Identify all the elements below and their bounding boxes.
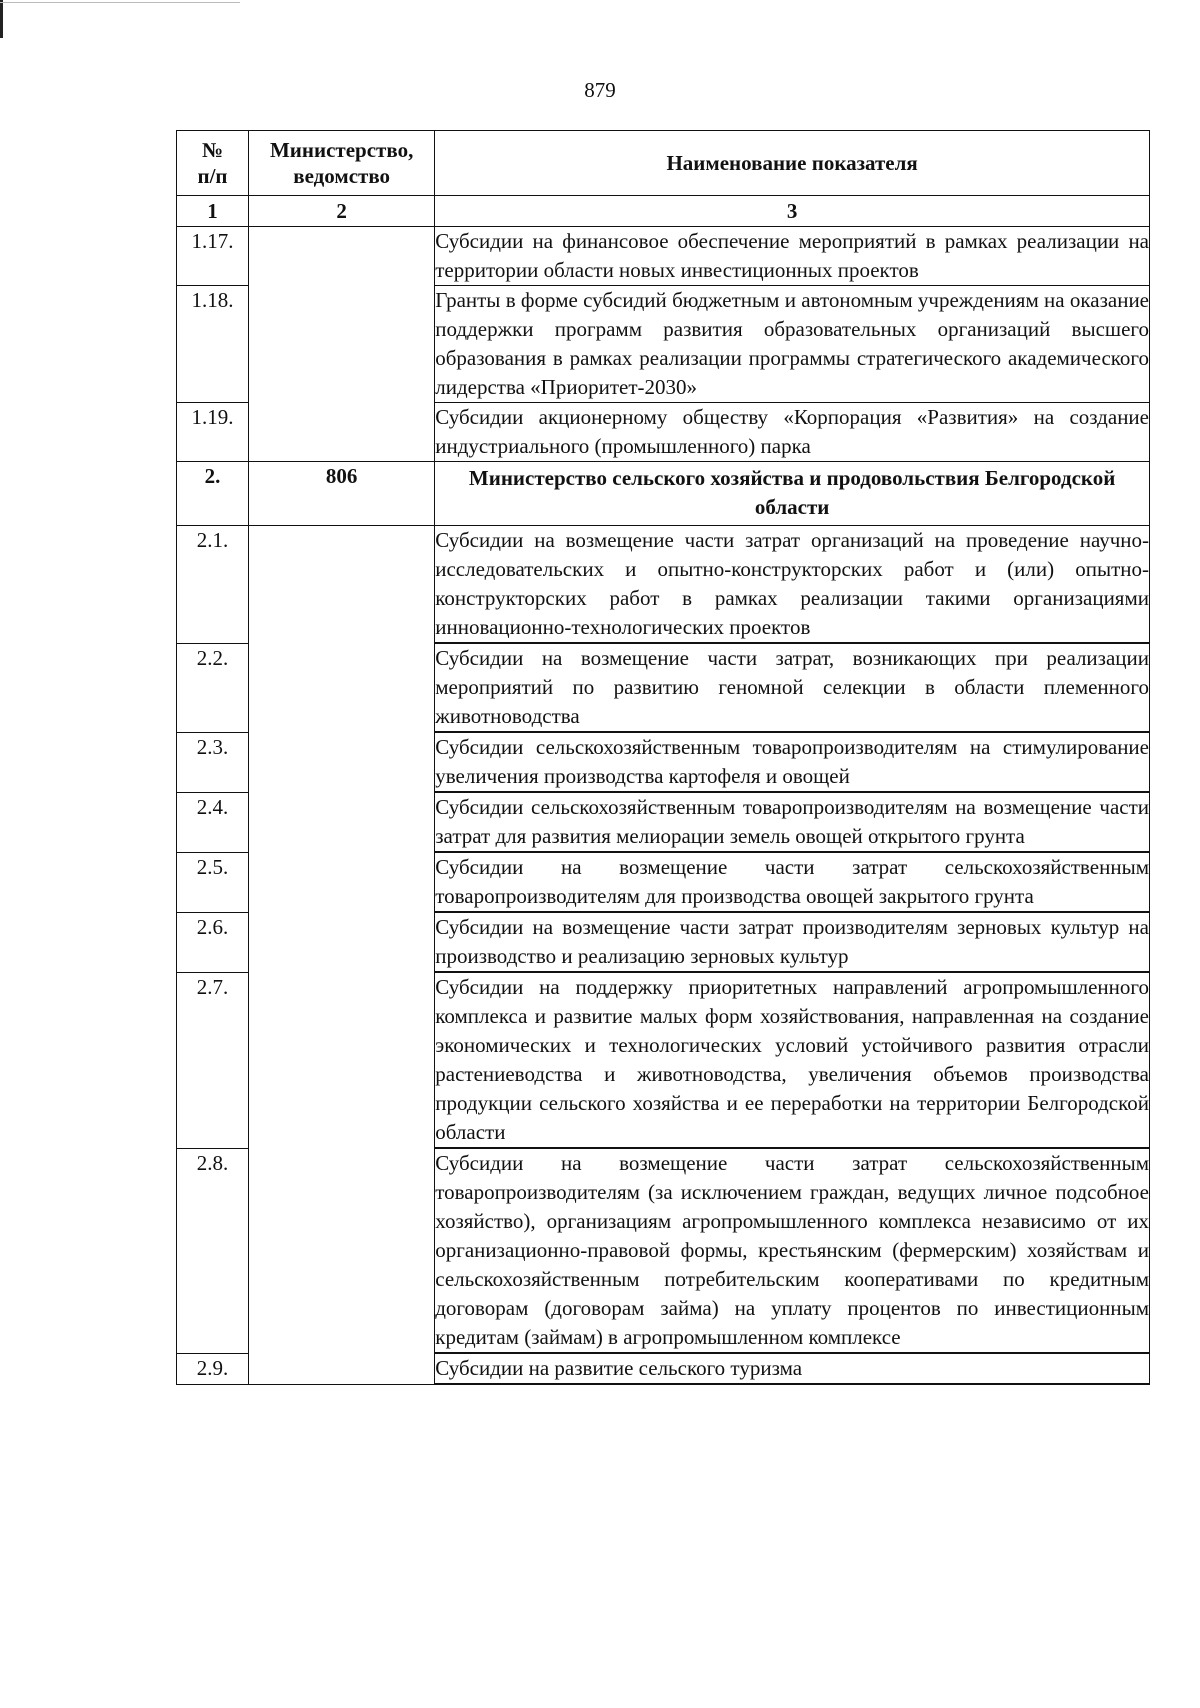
- row-indicator-text: Субсидии на возмещение части затрат производителям зерновых культур на производство и реализацию зерновых культур: [435, 912, 1150, 972]
- section-number: 2.: [177, 462, 249, 526]
- row-indicator-text: Субсидии на финансовое обеспечение мероприятий в рамках реализации на территории области новых инвестиционных проектов: [435, 227, 1150, 286]
- row-number: 2.9.: [177, 1353, 249, 1384]
- table-row: [177, 526, 1150, 644]
- section-title: Министерство сельского хозяйства и продовольствия Белгородской области: [435, 462, 1150, 526]
- column-number-2: 2: [249, 196, 435, 227]
- page-number: 879: [584, 78, 616, 102]
- column-number-3: 3: [435, 196, 1150, 227]
- row-number: 2.4.: [177, 792, 249, 852]
- section-ministry-code: 806: [249, 462, 435, 526]
- row-ministry: [249, 526, 435, 1385]
- indicators-table: [176, 130, 1150, 1385]
- row-number: 2.7.: [177, 972, 249, 1148]
- column-number-1: 1: [177, 196, 249, 227]
- row-number: 1.18.: [177, 286, 249, 403]
- scan-edge-line: [0, 2, 240, 3]
- row-number: 2.6.: [177, 912, 249, 972]
- header-ministry: Министерство, ведомство: [249, 131, 435, 196]
- table-header-row: [177, 131, 1150, 196]
- row-number: 2.2.: [177, 643, 249, 732]
- scan-edge-mark: [0, 0, 3, 38]
- row-indicator-text: Гранты в форме субсидий бюджетным и автономным учреждениям на оказание поддержки программ развития образовательных организаций высшего образования в рамках реализации программы стратегического академического лидерства «Приоритет-2030»: [435, 286, 1150, 403]
- table-row: [177, 227, 1150, 286]
- row-indicator-text: Субсидии сельскохозяйственным товаропроизводителям на возмещение части затрат для развития мелиорации земель овощей открытого грунта: [435, 792, 1150, 852]
- row-number: 2.3.: [177, 732, 249, 792]
- column-number-row: [177, 196, 1150, 227]
- row-indicator-text: Субсидии на возмещение части затрат сельскохозяйственным товаропроизводителям (за исключением граждан, ведущих личное подсобное хозяйство), организациям агропромышленного комплекса независимо от их организационно-правовой формы, крестьянским (фермерским) хозяйствам и сельскохозяйственным потребительским кооперативами по кредитным договорам (договорам займа) на уплату процентов по инвестиционным кредитам (займам) в агропромышленном комплексе: [435, 1148, 1150, 1353]
- row-indicator-text: Субсидии на развитие сельского туризма: [435, 1353, 1150, 1384]
- row-indicator-text: Субсидии на поддержку приоритетных направлений агропромышленного комплекса и развитие малых форм хозяйствования, направленная на создание экономических и технологических условий устойчивого развития отрасли растениеводства и животноводства, увеличения объемов производства продукции сельского хозяйства и ее переработки на территории Белгородской области: [435, 972, 1150, 1148]
- section-row: [177, 462, 1150, 526]
- row-number: 2.8.: [177, 1148, 249, 1353]
- row-ministry: [249, 227, 435, 462]
- row-indicator-text: Субсидии на возмещение части затрат организаций на проведение научно-исследовательских и опытно-конструкторских работ и (или) опытно-конструкторских работ в рамках реализации такими организациями инновационно-технологических проектов: [435, 526, 1150, 644]
- row-number: 2.5.: [177, 852, 249, 912]
- header-number: № п/п: [177, 131, 249, 196]
- row-number: 2.1.: [177, 526, 249, 644]
- row-number: 1.19.: [177, 403, 249, 462]
- header-indicator-name: Наименование показателя: [435, 131, 1150, 196]
- row-indicator-text: Субсидии на возмещение части затрат, возникающих при реализации мероприятий по развитию геномной селекции в области племенного животноводства: [435, 643, 1150, 732]
- row-indicator-text: Субсидии акционерному обществу «Корпорация «Развития» на создание индустриального (промышленного) парка: [435, 403, 1150, 462]
- row-indicator-text: Субсидии на возмещение части затрат сельскохозяйственным товаропроизводителям для производства овощей закрытого грунта: [435, 852, 1150, 912]
- row-indicator-text: Субсидии сельскохозяйственным товаропроизводителям на стимулирование увеличения производства картофеля и овощей: [435, 732, 1150, 792]
- row-number: 1.17.: [177, 227, 249, 286]
